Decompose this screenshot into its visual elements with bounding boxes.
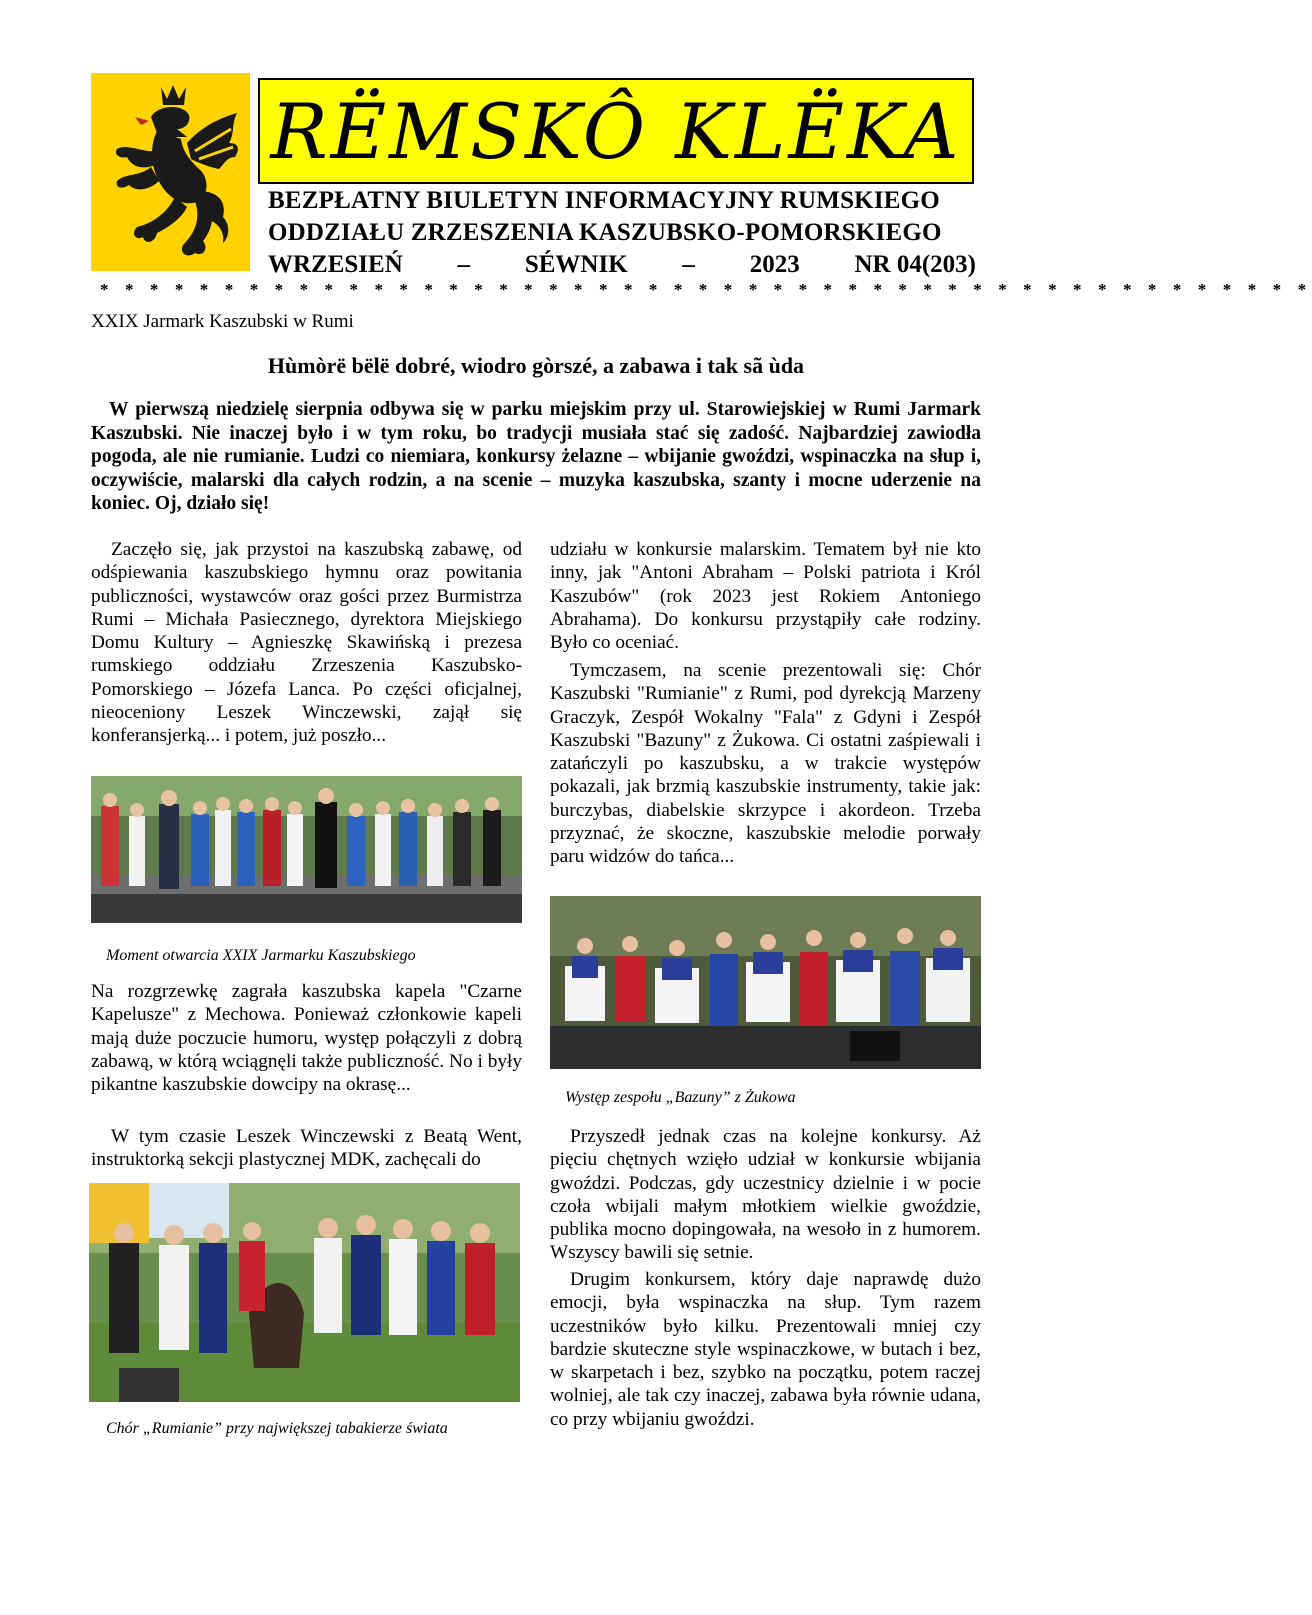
- issue-month-kashubian: SÉWNIK: [524, 251, 628, 278]
- right-paragraph-3: Przyszedł jednak czas na kolejne konkursy. Aż pięciu chętnych wzięło udział w konkursie wbijania gwoździ. Podczas, gdy uczestnicy dzielnie i w pocie czoła wbijali małym młotkiem wielkie gwoździe, publika mocno dopingowała, na wesoło in z humorem. Wszyscy bawili się setnie.: [550, 1126, 981, 1264]
- article-headline: Hùmòrë bëlë dobré, wiodro gòrszé, a zabawa i tak sã ùda: [267, 353, 805, 378]
- masthead-title: RËMSKÔ KLËKA: [270, 87, 962, 176]
- photo-caption-opening: Moment otwarcia XXIX Jarmarku Kaszubskiego: [106, 947, 416, 964]
- photo-caption-bazuny: Występ zespołu „Bazuny” z Żukowa: [565, 1089, 796, 1106]
- masthead-subtitle-line-1: BEZPŁATNY BIULETYN INFORMACYJNY RUMSKIEGO: [268, 187, 940, 214]
- right-paragraph-2: Tymczasem, na scenie prezentowali się: Chór Kaszubski "Rumianie" z Rumi, pod dyrekcją Marzeny Graczyk, Zespół Wokalny "Fala" z Gdyni i Zespół Kaszubski "Bazuny" z Żukowa. Ci ostatni zaśpiewali i zatańczyli po kaszubsku, a w trakcie występów pokazali, jak brzmią kaszubskie instrumenty, takie jak: burczybas, diabelskie skrzypce i akordeon. Trzeba przyznać, że skoczne, kaszubskie melodie porwały paru widzów do tańca...: [550, 660, 981, 868]
- photo-choir-snuffbox: [89, 1183, 520, 1402]
- issue-number: NR 04(203): [854, 251, 976, 278]
- article-lead: [91, 398, 981, 516]
- issue-info-row: [268, 250, 976, 280]
- masthead-title-box: [258, 78, 974, 184]
- photo-choir-snuffbox-image: [89, 1183, 520, 1402]
- right-paragraph-1: udziału w konkursie malarskim. Tematem był nie kto inny, jak "Antoni Abraham – Polski patriota i Król Kaszubów" (rok 2023 jest Rokiem Antoniego Abrahama). Do konkursu przystąpiły całe rodziny. Było co oceniać.: [550, 539, 981, 654]
- left-paragraph-3: W tym czasie Leszek Winczewski z Beatą Went, instruktorką sekcji plastycznej MDK, zachęcali do: [91, 1126, 522, 1171]
- issue-dash: –: [682, 251, 695, 278]
- star-separator: * * * * * * * * * * * * * * * * * * * * * * * * * * * * * * * * * * * * * * * * * * * * * * * * *: [100, 280, 1312, 299]
- photo-bazuny-performance-image: [550, 896, 981, 1069]
- griffin-icon: [91, 73, 250, 271]
- section-label: XXIX Jarmark Kaszubski w Rumi: [91, 311, 354, 332]
- photo-bazuny-performance: [550, 896, 981, 1069]
- issue-dash: –: [457, 251, 471, 278]
- photo-caption-choir: Chór „Rumianie” przy największej tabakierze świata: [106, 1420, 448, 1437]
- issue-month-polish: WRZESIEŃ: [268, 251, 403, 278]
- masthead-subtitle-line-2: ODDZIAŁU ZRZESZENIA KASZUBSKO-POMORSKIEGO: [268, 219, 942, 246]
- griffin-emblem-logo: [91, 73, 250, 271]
- photo-opening-ceremony-image: [91, 776, 522, 923]
- left-paragraph-2: Na rozgrzewkę zagrała kaszubska kapela "Czarne Kapelusze" z Mechowa. Ponieważ członkowie kapeli mają duże poczucie humoru, występ połączyli z dobrą zabawą, w którą wciągnęli także publiczność. No i były pikantne kaszubskie dowcipy na okrasę...: [91, 981, 522, 1096]
- left-paragraph-1: Zaczęło się, jak przystoi na kaszubską zabawę, od odśpiewania kaszubskiego hymnu oraz powitania publiczności, wystawców oraz gości przez Burmistrza Rumi – Michała Pasiecznego, dyrektora Miejskiego Domu Kultury – Agnieszkę Skawińską i prezesa rumskiego oddziału Zrzeszenia Kaszubsko- Pomorskiego – Józefa Lanca. Po części oficjalnej, nieoceniony Leszek Winczewski, zajął się konferansjerką... i potem, już poszło...: [91, 539, 522, 747]
- photo-opening-ceremony: [91, 776, 522, 923]
- article-lead-text: W pierwszą niedzielę sierpnia odbywa się w parku miejskim przy ul. Starowiejskiej w Rumi Jarmark Kaszubski. Nie inaczej było i w tym roku, bo tradycji musiała stać się zadość. Najbardziej zawiodła pogoda, ale nie rumianie. Ludzi co niemiara, konkursy żelazne – wbijanie gwoździ, wspinaczka na słup i, oczywiście, malarski dla całych rodzin, a na scenie – muzyka kaszubska, szanty i mocne uderzenie na koniec. Oj, działo się!: [91, 399, 981, 514]
- right-paragraph-4: Drugim konkursem, który daje naprawdę dużo emocji, była wspinaczka na słup. Tym razem uczestników było kilku. Prezentowali mniej czy bardzie skuteczne style wspinaczkowe, w butach i bez, w skarpetach i bez, szybko na początku, potem raczej wolniej, ale tak czy inaczej, zabawa była równie udana, co przy wbijaniu gwoździ.: [550, 1269, 981, 1430]
- issue-year: 2023: [749, 251, 800, 278]
